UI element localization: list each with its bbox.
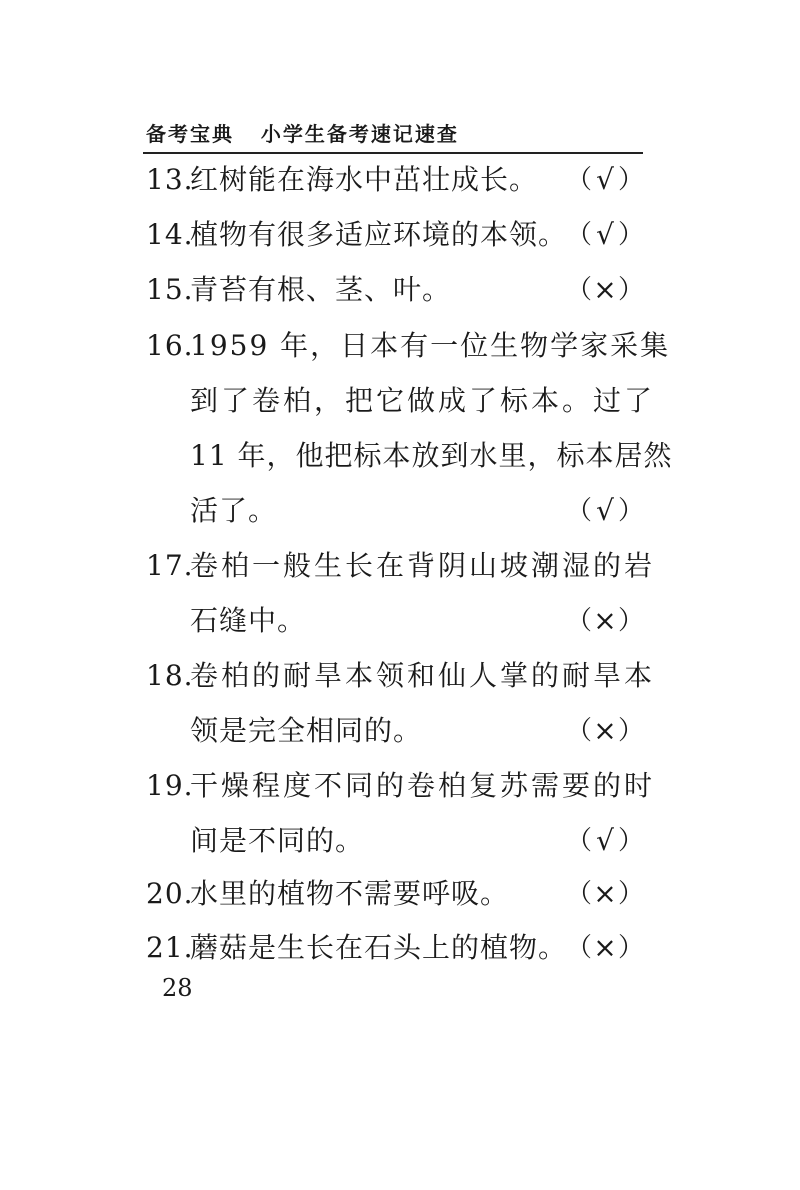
check-mark-icon: √ — [596, 494, 614, 527]
question-text: 1959 年，日本有一位生物学家采集 — [190, 329, 671, 362]
question-text: 卷柏的耐旱本领和仙人掌的耐旱本 — [190, 659, 656, 692]
book-title: 备考宝典 — [146, 122, 234, 146]
answer-18: （ × ） — [566, 711, 644, 751]
cross-mark-icon: × — [593, 604, 617, 637]
header-divider — [143, 152, 643, 154]
question-number: 17. — [146, 549, 194, 582]
question-text: 青苔有根、茎、叶。 — [190, 273, 452, 306]
cross-mark-icon: × — [593, 877, 617, 910]
question-number: 20. — [146, 877, 194, 910]
answer-19: （ √ ） — [566, 821, 644, 861]
cross-mark-icon: × — [593, 931, 617, 964]
question-text: 红树能在海水中茁壮成长。 — [190, 163, 539, 196]
question-number: 14. — [146, 218, 194, 251]
question-text: 11 年，他把标本放到水里，标本居然 — [190, 439, 673, 472]
cross-mark-icon: × — [593, 714, 617, 747]
question-text: 水里的植物不需要呼吸。 — [190, 877, 510, 910]
question-text: 石缝中。 — [190, 604, 307, 637]
answer-20: （ × ） — [566, 874, 644, 914]
question-number: 13. — [146, 163, 194, 196]
answer-17: （ × ） — [566, 601, 644, 641]
answer-16: （ √ ） — [566, 491, 644, 531]
check-mark-icon: √ — [596, 163, 614, 196]
question-number: 19. — [146, 769, 194, 802]
question-text: 间是不同的。 — [190, 824, 365, 857]
question-number: 18. — [146, 659, 194, 692]
cross-mark-icon: × — [593, 273, 617, 306]
question-text: 干燥程度不同的卷柏复苏需要的时 — [190, 769, 656, 802]
question-number: 21. — [146, 931, 194, 964]
book-subtitle: 小学生备考速记速查 — [260, 122, 459, 146]
question-text: 蘑菇是生长在石头上的植物。 — [190, 931, 568, 964]
page-header — [146, 118, 459, 147]
question-number: 15. — [146, 273, 194, 306]
question-text: 卷柏一般生长在背阴山坡潮湿的岩 — [190, 549, 656, 582]
page-number: 28 — [162, 974, 193, 1002]
check-mark-icon: √ — [596, 218, 614, 251]
question-text: 领是完全相同的。 — [190, 714, 423, 747]
question-number: 16. — [146, 329, 194, 362]
question-text: 到了卷柏，把它做成了标本。过了 — [190, 384, 656, 417]
question-text: 植物有很多适应环境的本领。 — [190, 218, 568, 251]
check-mark-icon: √ — [596, 824, 614, 857]
answer-13: （ √ ） — [566, 160, 644, 200]
answer-14: （ √ ） — [566, 215, 644, 255]
answer-15: （ × ） — [566, 270, 644, 310]
question-text: 活了。 — [190, 494, 278, 527]
answer-21: （ × ） — [566, 928, 644, 968]
